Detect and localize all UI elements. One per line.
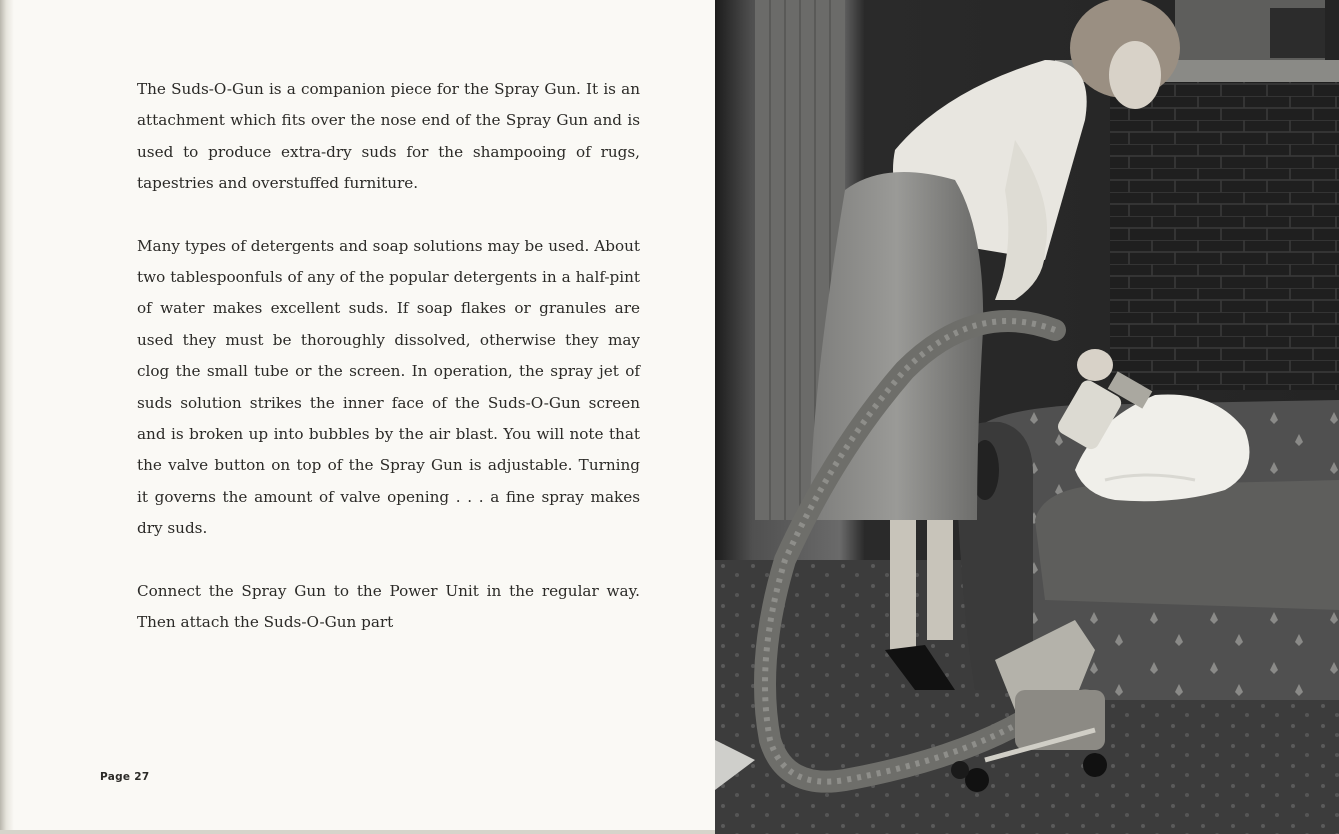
woman-leg-right <box>927 520 953 640</box>
vacuum-wheel-rear <box>951 761 969 779</box>
woman-face <box>1109 41 1161 109</box>
body-text <box>137 74 640 670</box>
paragraph-1: The Suds-O-Gun is a companion piece for the Spray Gun. It is an attachment which fits over the nose end of the Spray Gun and is used to produce extra-dry suds for the shampooing of rugs, tapestries and overstuffed furniture. <box>137 80 640 193</box>
photo-page <box>715 0 1339 834</box>
woman-leg-left <box>890 520 916 650</box>
vacuum-wheel-right <box>1083 753 1107 777</box>
mantel-vase <box>1270 8 1325 58</box>
sofa-cushion <box>1035 480 1339 610</box>
page-bottom-edge <box>0 830 715 834</box>
woman-hand <box>1077 349 1113 381</box>
fireplace-bricks <box>1110 70 1339 390</box>
photograph-woman-shampooing-sofa <box>715 0 1339 834</box>
paragraph-2: Many types of detergents and soap solutions may be used. About two tablespoonfuls of any of the popular detergents in a half-pint of water makes excellent suds. If soap flakes or granules are used they must be thoroughly dissolved, otherwise they may clog the small tube or the screen. In operation, the spray jet of suds solution strikes the inner face of the Suds-O-Gun screen and is broken up into bubbles by the air blast. You will note that the valve button on top of the Spray Gun is adjustable. Turning it governs the amount of valve opening . . . a fine spray makes dry suds. <box>137 236 640 538</box>
page-edge-shadow <box>0 0 14 834</box>
page-number: Page 27 <box>100 771 150 783</box>
paragraph-3: Connect the Spray Gun to the Power Unit in the regular way. Then attach the Suds-O-Gun part <box>137 581 640 632</box>
